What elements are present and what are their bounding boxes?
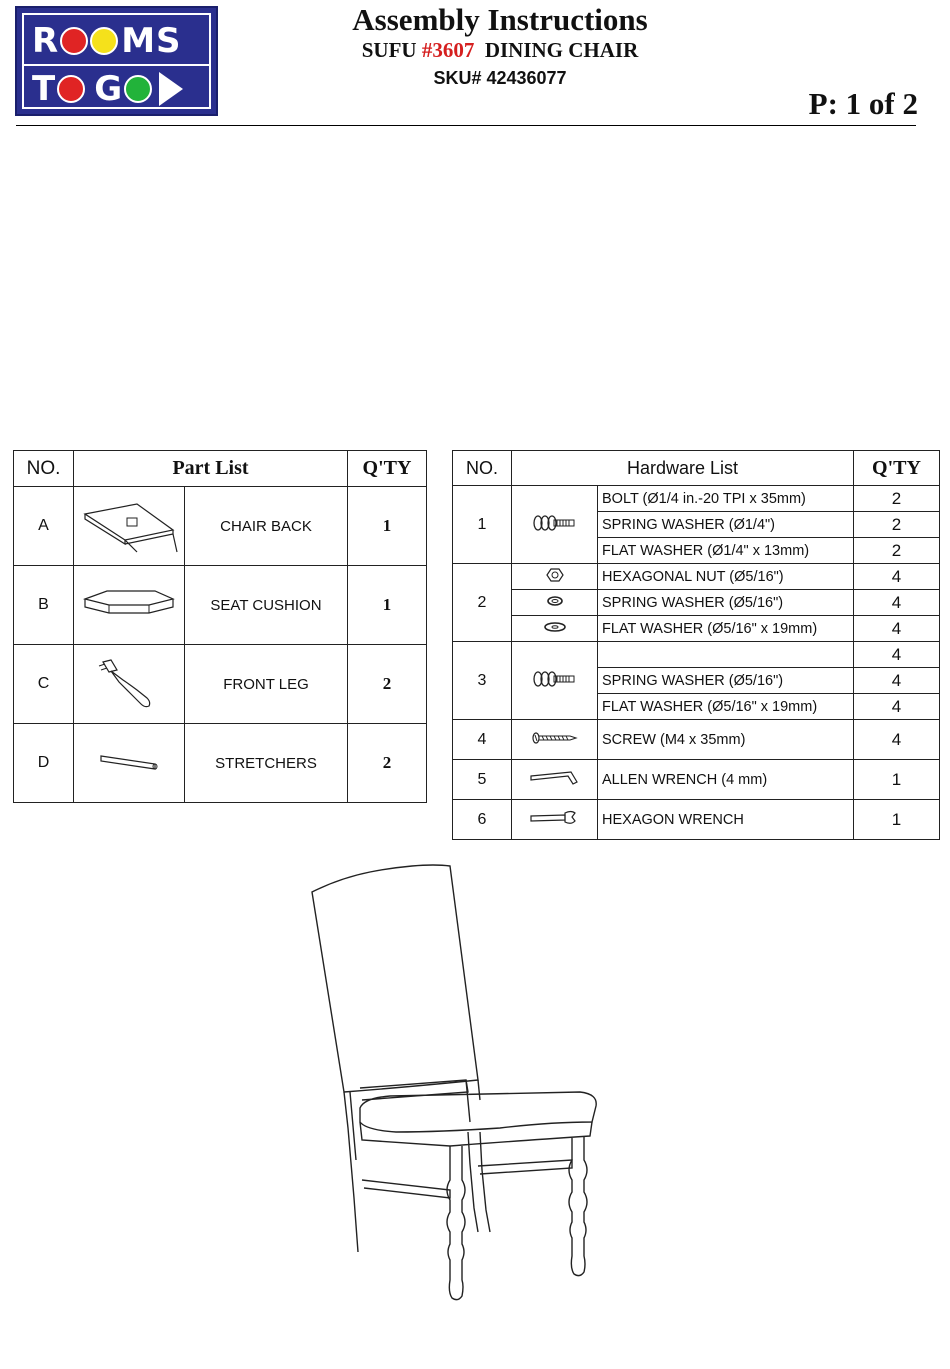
parts-list-header: Part List [74,451,348,487]
part-no: D [14,724,74,803]
part-name: STRETCHERS [185,724,348,803]
table-row [14,724,427,803]
hardware-qty: 4 [854,668,940,694]
header-rule [16,125,916,126]
page-number: P: 1 of 2 [808,86,918,121]
spring-washer-icon [512,590,598,616]
part-qty: 1 [348,566,427,645]
logo-letter: T [32,69,57,109]
logo-divider [24,64,209,66]
hardware-name: SPRING WASHER (Ø5/16") [598,590,854,616]
hardware-no: 3 [453,642,512,720]
product-line [0,38,950,63]
hardware-name: SPRING WASHER (Ø5/16") [598,668,854,694]
part-no: B [14,566,74,645]
hardware-qty: 4 [854,642,940,668]
sku-number: SKU# 42436077 [433,68,567,88]
table-row [14,645,427,724]
part-qty: 2 [348,645,427,724]
hardware-header-row [453,451,940,486]
parts-header-row [14,451,427,487]
hardware-qty: 4 [854,720,940,760]
hardware-qty: 1 [854,800,940,840]
hardware-qty: 2 [854,486,940,512]
hardware-qty: 4 [854,616,940,642]
hardware-name: FLAT WASHER (Ø1/4" x 13mm) [598,538,854,564]
table-row [453,760,940,800]
table-row [453,616,940,642]
hardware-name: SCREW (M4 x 35mm) [598,720,854,760]
hardware-qty: 4 [854,694,940,720]
logo-letter: S [156,21,182,61]
seat-cushion-icon [74,566,185,645]
hardware-qty: 4 [854,564,940,590]
hardware-no: 2 [453,564,512,642]
table-row [14,566,427,645]
document-title: Assembly Instructions [352,2,648,37]
hardware-list-header: Hardware List [512,451,854,486]
part-qty: 2 [348,724,427,803]
assembled-chair-illustration [300,860,620,1315]
hardware-qty: 2 [854,512,940,538]
hardware-no: 1 [453,486,512,564]
table-row [453,486,940,512]
part-name: FRONT LEG [185,645,348,724]
parts-table [13,450,427,803]
hardware-name: HEXAGONAL NUT (Ø5/16") [598,564,854,590]
table-row [14,487,427,566]
hex-nut-icon [512,564,598,590]
hardware-qty: 4 [854,590,940,616]
table-row [453,564,940,590]
part-name: SEAT CUSHION [185,566,348,645]
table-row [453,642,940,668]
front-leg-icon [74,645,185,724]
hardware-qty: 1 [854,760,940,800]
hardware-qty: 2 [854,538,940,564]
logo-letter: R [32,21,60,61]
model-number: #3607 [421,38,475,62]
hardware-no: 6 [453,800,512,840]
table-row [453,720,940,760]
hardware-name: FLAT WASHER (Ø5/16" x 19mm) [598,694,854,720]
part-no: A [14,487,74,566]
table-row [453,590,940,616]
part-qty: 1 [348,487,427,566]
hardware-no: 4 [453,720,512,760]
hardware-name: BOLT (Ø1/4 in.-20 TPI x 35mm) [598,486,854,512]
part-no: C [14,645,74,724]
chair-back-icon [74,487,185,566]
product-name: DINING CHAIR [474,38,639,62]
hardware-name [598,642,854,668]
bolt-set-icon [512,486,598,564]
logo-letter: M [121,21,157,61]
hardware-name: FLAT WASHER (Ø5/16" x 19mm) [598,616,854,642]
hardware-name: SPRING WASHER (Ø1/4") [598,512,854,538]
hardware-qty-header: Q'TY [854,451,940,486]
brand-text: SUFU [361,38,422,62]
hexagon-wrench-icon [512,800,598,840]
hardware-no: 5 [453,760,512,800]
stretcher-icon [74,724,185,803]
allen-wrench-icon [512,760,598,800]
hardware-name: ALLEN WRENCH (4 mm) [598,760,854,800]
parts-qty-header: Q'TY [348,451,427,487]
hardware-name: HEXAGON WRENCH [598,800,854,840]
parts-no-header: NO. [14,451,74,487]
part-name: CHAIR BACK [185,487,348,566]
hardware-no-header: NO. [453,451,512,486]
bolt-set-icon [512,642,598,720]
flat-washer-icon [512,616,598,642]
table-row [453,800,940,840]
logo-letter: G [94,69,124,109]
hardware-table [452,450,940,840]
screw-icon [512,720,598,760]
